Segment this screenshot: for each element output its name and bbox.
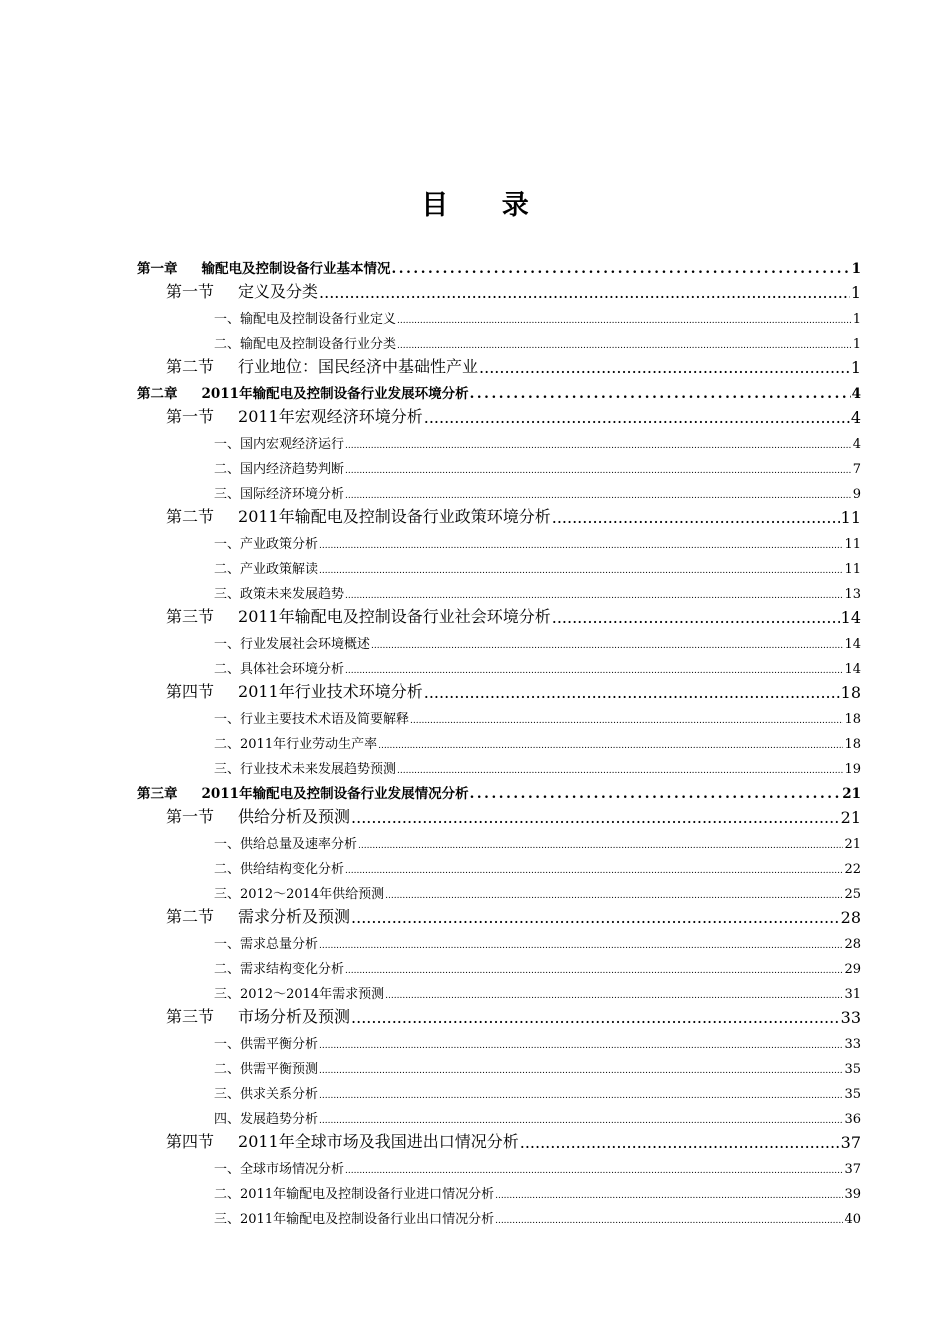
toc-chapter-row[interactable] xyxy=(137,252,861,277)
toc-item-row[interactable] xyxy=(137,752,861,777)
toc-item-row[interactable] xyxy=(137,727,861,752)
dot-leader xyxy=(424,408,850,427)
toc-page-number: 35 xyxy=(844,1087,861,1102)
dot-leader xyxy=(397,316,852,327)
toc-item-row[interactable] xyxy=(137,577,861,602)
toc-section-row[interactable] xyxy=(137,502,861,527)
toc-page-number: 14 xyxy=(844,662,861,677)
dot-leader xyxy=(392,261,851,277)
toc-page-number: 11 xyxy=(840,508,861,527)
toc-page-number: 31 xyxy=(844,987,861,1002)
toc-section-row[interactable] xyxy=(137,1002,861,1027)
toc-page-number: 35 xyxy=(844,1062,861,1077)
toc-item-row[interactable] xyxy=(137,877,861,902)
toc-entry-label xyxy=(166,1129,519,1152)
dot-leader xyxy=(345,466,852,477)
toc-page-number: 14 xyxy=(840,608,861,627)
toc-entry-text: 2011年输配电及控制设备行业发展环境分析 xyxy=(201,386,469,402)
toc-item-row[interactable] xyxy=(137,527,861,552)
toc-item-row[interactable] xyxy=(137,1102,861,1127)
dot-leader xyxy=(479,358,850,377)
toc-item-row[interactable] xyxy=(137,552,861,577)
toc-item-row[interactable] xyxy=(137,327,861,352)
dot-leader xyxy=(424,683,840,702)
toc-page-number: 1 xyxy=(851,261,861,277)
toc-page-number: 9 xyxy=(852,487,861,502)
toc-item-row[interactable] xyxy=(137,702,861,727)
toc-page-number: 25 xyxy=(844,887,861,902)
dot-leader xyxy=(495,1191,843,1202)
toc-entry-text: 一、需求总量分析 xyxy=(214,937,319,952)
toc-page-number: 22 xyxy=(844,862,861,877)
toc-page-number: 37 xyxy=(844,1162,861,1177)
dot-leader xyxy=(397,766,843,777)
toc-entry-label xyxy=(214,1108,318,1127)
toc-entry-number: 第二节 xyxy=(166,907,215,926)
toc-entry-number: 第二节 xyxy=(166,507,215,526)
toc-entry-text: 2011年输配电及控制设备行业发展情况分析 xyxy=(201,786,469,802)
dot-leader xyxy=(319,941,843,952)
dot-leader xyxy=(351,1008,840,1027)
toc-section-row[interactable] xyxy=(137,1127,861,1152)
toc-entry-text: 一、输配电及控制设备行业定义 xyxy=(214,312,397,327)
toc-entry-label xyxy=(214,983,384,1002)
toc-item-row[interactable] xyxy=(137,952,861,977)
toc-entry-label xyxy=(214,583,344,602)
dot-leader xyxy=(358,841,843,852)
toc-entry-label xyxy=(137,382,469,402)
toc-item-row[interactable] xyxy=(137,452,861,477)
toc-page-number: 18 xyxy=(840,683,861,702)
toc-entry-text: 一、行业发展社会环境概述 xyxy=(214,637,371,652)
toc-entry-text: 一、全球市场情况分析 xyxy=(214,1162,345,1177)
toc-entry-label xyxy=(214,658,344,677)
toc-entry-text: 一、供需平衡分析 xyxy=(214,1037,319,1052)
toc-section-row[interactable] xyxy=(137,402,861,427)
dot-leader xyxy=(351,808,840,827)
dot-leader xyxy=(345,591,843,602)
toc-item-row[interactable] xyxy=(137,1027,861,1052)
toc-entry-label xyxy=(214,758,396,777)
toc-item-row[interactable] xyxy=(137,477,861,502)
toc-page-number: 19 xyxy=(844,762,861,777)
toc-page-number: 1 xyxy=(850,283,861,302)
toc-entry-text: 一、国内宏观经济运行 xyxy=(214,437,345,452)
dot-leader xyxy=(345,441,852,452)
toc-entry-text: 三、国际经济环境分析 xyxy=(214,487,345,502)
toc-item-row[interactable] xyxy=(137,1152,861,1177)
toc-page-number: 11 xyxy=(844,537,861,552)
dot-leader xyxy=(319,1066,843,1077)
toc-entry-text: 2011年全球市场及我国进出口情况分析 xyxy=(238,1132,519,1151)
dot-leader xyxy=(345,1166,843,1177)
toc-section-row[interactable] xyxy=(137,802,861,827)
toc-entry-label xyxy=(214,733,377,752)
toc-entry-text: 2011年输配电及控制设备行业社会环境分析 xyxy=(238,607,551,626)
toc-entry-label xyxy=(214,533,318,552)
dot-leader xyxy=(371,641,843,652)
toc-entry-text: 一、供给总量及速率分析 xyxy=(214,837,358,852)
toc-entry-text: 二、2011年输配电及控制设备行业进口情况分析 xyxy=(214,1187,495,1202)
toc-section-row[interactable] xyxy=(137,602,861,627)
toc-entry-label xyxy=(166,354,478,377)
toc-entry-number: 第二节 xyxy=(166,357,215,376)
dot-leader xyxy=(319,283,850,302)
toc-item-row[interactable] xyxy=(137,302,861,327)
toc-entry-label xyxy=(214,558,318,577)
toc-entry-text: 定义及分类 xyxy=(238,282,319,301)
toc-entry-text: 二、需求结构变化分析 xyxy=(214,962,345,977)
toc-page-number: 4 xyxy=(850,408,861,427)
toc-item-row[interactable] xyxy=(137,1202,861,1227)
toc-entry-label xyxy=(166,604,551,627)
toc-entry-text: 2011年宏观经济环境分析 xyxy=(238,407,423,426)
table-of-contents xyxy=(137,252,861,1227)
toc-entry-label xyxy=(166,279,318,302)
dot-leader xyxy=(385,991,843,1002)
toc-entry-number: 第四节 xyxy=(166,682,215,701)
dot-leader xyxy=(470,386,851,402)
toc-entry-text: 三、政策未来发展趋势 xyxy=(214,587,345,602)
toc-entry-label xyxy=(137,257,391,277)
toc-page-number: 1 xyxy=(852,312,861,327)
toc-page-number: 4 xyxy=(852,437,861,452)
toc-page-number: 11 xyxy=(844,562,861,577)
toc-entry-number: 第二章 xyxy=(137,386,178,402)
toc-page-number: 18 xyxy=(844,712,861,727)
toc-entry-text: 二、国内经济趋势判断 xyxy=(214,462,345,477)
toc-entry-text: 二、输配电及控制设备行业分类 xyxy=(214,337,397,352)
toc-entry-label xyxy=(166,404,423,427)
toc-entry-text: 市场分析及预测 xyxy=(238,1007,351,1026)
toc-section-row[interactable] xyxy=(137,277,861,302)
toc-page-number: 28 xyxy=(840,908,861,927)
toc-item-row[interactable] xyxy=(137,627,861,652)
toc-entry-text: 2011年输配电及控制设备行业政策环境分析 xyxy=(238,507,551,526)
toc-entry-text: 一、行业主要技术术语及简要解释 xyxy=(214,712,410,727)
dot-leader xyxy=(319,541,843,552)
toc-page-number: 21 xyxy=(840,808,861,827)
toc-entry-text: 三、2012～2014年供给预测 xyxy=(214,887,385,902)
toc-page-number: 1 xyxy=(850,358,861,377)
toc-entry-label xyxy=(214,1033,318,1052)
dot-leader xyxy=(520,1133,840,1152)
toc-entry-text: 二、具体社会环境分析 xyxy=(214,662,345,677)
toc-page-number: 33 xyxy=(840,1008,861,1027)
toc-entry-label xyxy=(214,433,344,452)
toc-entry-text: 行业地位：国民经济中基础性产业 xyxy=(238,357,479,376)
dot-leader xyxy=(470,786,842,802)
toc-entry-label xyxy=(214,883,384,902)
dot-leader xyxy=(345,866,843,877)
toc-entry-label xyxy=(214,633,370,652)
toc-entry-label xyxy=(214,333,396,352)
toc-entry-text: 2011年行业技术环境分析 xyxy=(238,682,423,701)
toc-entry-label xyxy=(137,782,469,802)
toc-page-number: 28 xyxy=(844,937,861,952)
toc-page-number: 33 xyxy=(844,1037,861,1052)
dot-leader xyxy=(345,666,843,677)
toc-entry-number: 第三节 xyxy=(166,1007,215,1026)
toc-entry-text: 输配电及控制设备行业基本情况 xyxy=(201,261,391,277)
toc-entry-label xyxy=(166,504,551,527)
toc-entry-number: 第一章 xyxy=(137,261,178,277)
toc-page-number: 7 xyxy=(852,462,861,477)
dot-leader xyxy=(495,1216,843,1227)
toc-entry-label xyxy=(166,1004,350,1027)
toc-page-number: 40 xyxy=(844,1212,861,1227)
toc-page-number: 1 xyxy=(852,337,861,352)
toc-item-row[interactable] xyxy=(137,1077,861,1102)
toc-page-number: 14 xyxy=(844,637,861,652)
toc-entry-text: 需求分析及预测 xyxy=(238,907,351,926)
dot-leader xyxy=(410,716,843,727)
toc-entry-text: 三、供求关系分析 xyxy=(214,1087,319,1102)
toc-page-number: 21 xyxy=(842,786,861,802)
toc-item-row[interactable] xyxy=(137,1177,861,1202)
toc-page-number: 36 xyxy=(844,1112,861,1127)
page-title: 目 录 xyxy=(421,190,551,221)
toc-entry-text: 二、供给结构变化分析 xyxy=(214,862,345,877)
dot-leader xyxy=(397,341,852,352)
toc-entry-label xyxy=(214,308,396,327)
toc-item-row[interactable] xyxy=(137,827,861,852)
dot-leader xyxy=(319,1091,843,1102)
dot-leader xyxy=(345,491,852,502)
toc-entry-number: 第四节 xyxy=(166,1132,215,1151)
toc-entry-label xyxy=(214,1083,318,1102)
toc-entry-number: 第三节 xyxy=(166,607,215,626)
toc-entry-label xyxy=(166,904,350,927)
toc-chapter-row[interactable] xyxy=(137,377,861,402)
dot-leader xyxy=(552,508,840,527)
toc-item-row[interactable] xyxy=(137,977,861,1002)
dot-leader xyxy=(345,966,843,977)
dot-leader xyxy=(385,891,843,902)
toc-entry-label xyxy=(214,1158,344,1177)
toc-entry-text: 四、发展趋势分析 xyxy=(214,1112,319,1127)
toc-entry-text: 三、2012～2014年需求预测 xyxy=(214,987,385,1002)
toc-entry-label xyxy=(214,708,409,727)
toc-entry-label xyxy=(166,804,350,827)
dot-leader xyxy=(319,1116,843,1127)
dot-leader xyxy=(319,1041,843,1052)
toc-item-row[interactable] xyxy=(137,652,861,677)
toc-item-row[interactable] xyxy=(137,852,861,877)
toc-section-row[interactable] xyxy=(137,677,861,702)
toc-entry-label xyxy=(214,1208,494,1227)
toc-item-row[interactable] xyxy=(137,1052,861,1077)
toc-entry-text: 二、供需平衡预测 xyxy=(214,1062,319,1077)
toc-section-row[interactable] xyxy=(137,352,861,377)
toc-entry-text: 二、2011年行业劳动生产率 xyxy=(214,737,378,752)
toc-entry-label xyxy=(214,958,344,977)
toc-section-row[interactable] xyxy=(137,902,861,927)
toc-entry-label xyxy=(214,1183,494,1202)
toc-entry-number: 第一节 xyxy=(166,807,215,826)
dot-leader xyxy=(552,608,840,627)
toc-entry-number: 第一节 xyxy=(166,407,215,426)
toc-entry-number: 第三章 xyxy=(137,786,178,802)
toc-page-number: 18 xyxy=(844,737,861,752)
dot-leader xyxy=(378,741,843,752)
toc-entry-label xyxy=(214,483,344,502)
dot-leader xyxy=(351,908,840,927)
toc-entry-text: 三、2011年输配电及控制设备行业出口情况分析 xyxy=(214,1212,495,1227)
toc-entry-label xyxy=(214,858,344,877)
toc-entry-text: 三、行业技术未来发展趋势预测 xyxy=(214,762,397,777)
toc-entry-label xyxy=(214,1058,318,1077)
toc-entry-text: 供给分析及预测 xyxy=(238,807,351,826)
toc-entry-number: 第一节 xyxy=(166,282,215,301)
toc-page-number: 39 xyxy=(844,1187,861,1202)
toc-page-number: 4 xyxy=(851,386,861,402)
toc-page-number: 37 xyxy=(840,1133,861,1152)
toc-page-number: 29 xyxy=(844,962,861,977)
toc-entry-label xyxy=(214,933,318,952)
toc-item-row[interactable] xyxy=(137,427,861,452)
toc-entry-label xyxy=(166,679,423,702)
toc-page-number: 21 xyxy=(844,837,861,852)
toc-chapter-row[interactable] xyxy=(137,777,861,802)
toc-entry-label xyxy=(214,833,357,852)
toc-entry-label xyxy=(214,458,344,477)
toc-page-number: 13 xyxy=(844,587,861,602)
dot-leader xyxy=(319,566,843,577)
toc-item-row[interactable] xyxy=(137,927,861,952)
toc-entry-text: 二、产业政策解读 xyxy=(214,562,319,577)
toc-entry-text: 一、产业政策分析 xyxy=(214,537,319,552)
